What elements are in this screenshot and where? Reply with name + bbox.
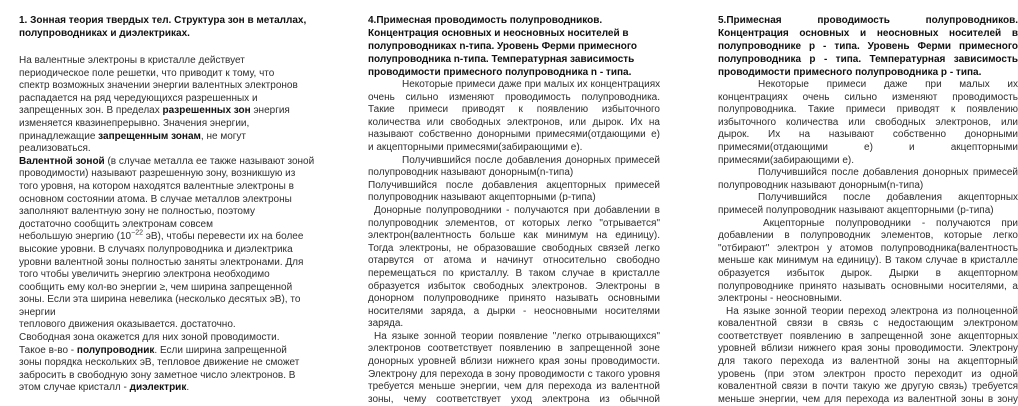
text-line: [718, 218, 1018, 231]
text-line: [368, 192, 660, 205]
text-line: [718, 331, 1018, 344]
text-segment: добавлении в полупроводник элементов, которые легко: [718, 230, 1018, 242]
text-segment: для такого перехода из валентной зоны на акцепторный: [718, 356, 1018, 368]
text-line: [19, 93, 349, 106]
text-segment: На валентные электроны в кристалле действует: [19, 55, 245, 66]
text-segment: теплового движения оказывается. достаточно.: [19, 319, 236, 331]
text-line: [718, 318, 1018, 331]
text-segment: электронов соответствует появлению в запрещенной зоне: [368, 343, 660, 355]
text-segment: уровни валентной зоны полностью заняты электронами. Для: [19, 256, 304, 268]
text-line: [718, 255, 1018, 268]
text-segment: реализоваться.: [19, 143, 91, 155]
text-segment: носителями заряда, а дырки - неосновными носителями: [368, 305, 660, 317]
text-segment: называют собственно донорными примесями(отдающими е): [368, 129, 660, 141]
text-segment: спектр возможных значении энергии валентных электронов: [19, 80, 298, 92]
text-segment: энергия: [250, 105, 290, 117]
text-segment: дырок. Их на называют собственно донорными: [718, 129, 1018, 141]
text-line: [718, 243, 1018, 256]
text-segment: электрон(валентность больше как минимум на единицу).: [368, 230, 660, 242]
text-segment: уровень (при этом электрон просто переходит из одной: [718, 368, 1018, 380]
text-segment: полупроводнике принято называть основными носителями, а: [718, 280, 1018, 292]
text-line: [19, 80, 349, 93]
text-segment: заряда.: [368, 318, 404, 330]
text-line: [718, 268, 1018, 281]
text-line: [368, 369, 660, 382]
text-segment: Электрону для перехода в зону проводимости с такого уровня: [368, 368, 660, 380]
text-line: [718, 293, 1018, 306]
text-line: [368, 218, 660, 231]
text-line: [368, 129, 660, 142]
text-line: [368, 79, 660, 92]
text-segment: образуется избыток свободных электронов. Электроны в: [368, 280, 660, 292]
text-line: [368, 27, 660, 40]
text-segment: Акцепторные полупроводники - получаются при: [763, 217, 1018, 229]
text-segment: энергии: [19, 306, 56, 318]
text-segment: проводимости) называют разрешенную зону, возникшую из: [19, 168, 296, 180]
text-line: [718, 27, 1018, 40]
section-5-heading: [718, 14, 1018, 79]
text-segment: "отбирают" электрон у атомов полупроводника(валентность: [718, 242, 1018, 254]
text-segment: уровней вблизи нижнего края зоны проводимости. Электрону: [718, 343, 1018, 355]
section-5-body: [718, 79, 1018, 406]
text-line: [368, 92, 660, 105]
text-line: [19, 257, 349, 270]
text-segment: избыточного количества или свободных электронов, или: [718, 116, 1018, 128]
superscript: −22: [131, 229, 143, 237]
text-line: [368, 281, 660, 294]
text-segment: основном состоянии атома. В случае металлов электроны: [19, 193, 292, 205]
text-line: [368, 142, 660, 155]
text-segment: примесями(отдающими е) и акцепторными: [718, 141, 1018, 153]
text-line: [718, 104, 1018, 117]
text-segment: ковалентной связи в связь с недостающим электроном: [718, 318, 1018, 330]
text-segment: примесями(забирающими е).: [718, 154, 855, 166]
text-segment: эВ), чтобы перевести их на более: [142, 231, 304, 243]
text-segment: образуется избыток дырок. Дырки в акцепторном: [718, 267, 1018, 279]
text-line: [19, 118, 349, 131]
text-line: [19, 282, 349, 295]
text-segment: Некоторые примеси даже при малых их концентрациях: [402, 79, 661, 90]
text-segment: ковалентной связи в почти такую же другую связь) требуется: [718, 381, 1018, 393]
text-line: [19, 244, 349, 257]
section-4-body: [368, 79, 660, 406]
text-line: [19, 14, 349, 27]
text-segment: того уровня, на котором находятся валентные электроны в: [19, 180, 294, 192]
text-segment: принадлежащие: [19, 130, 99, 142]
text-line: [19, 194, 349, 207]
text-line: [19, 27, 349, 40]
text-segment: Получившийся после добавления донорных примесей: [758, 167, 1018, 179]
text-line: [718, 53, 1018, 66]
text-line: [368, 343, 660, 356]
text-line: [718, 92, 1018, 105]
text-line: [19, 370, 349, 383]
text-line: [19, 143, 349, 156]
text-line: [19, 168, 349, 181]
text-line: [368, 167, 660, 180]
text-line: [368, 394, 660, 406]
text-segment: изменяется квазинепрерывно. Значения энергии,: [19, 117, 250, 129]
text-segment: примесей полупроводник называют акцепторными (р-типа): [718, 204, 994, 216]
text-line: [718, 369, 1018, 382]
bold-term: диэлектрик: [129, 382, 187, 394]
text-line: [19, 332, 349, 345]
text-line: [368, 293, 660, 306]
text-segment: небольшую энергию (10: [19, 231, 132, 243]
text-segment: сообщить ему кол-во энергии ≥, чем ширина запрещенной: [19, 281, 293, 293]
text-line: [368, 205, 660, 218]
text-segment: полупроводника р - типа. Температурная зависимость: [718, 54, 1018, 65]
text-line: [718, 79, 1018, 92]
text-line: [368, 243, 660, 256]
text-line: [718, 356, 1018, 369]
text-segment: полупроводника. Такие примеси приводят к появлению: [718, 104, 1018, 116]
text-line: [19, 345, 349, 358]
text-segment: (в случае металла ее также называют зоной: [104, 155, 315, 167]
text-segment: 1. Зонная теория твердых тел. Структура зон в металлах,: [19, 15, 307, 26]
text-segment: полупроводника n-типа. Температурная зависимость: [368, 54, 635, 65]
text-line: [368, 331, 660, 344]
text-line: [19, 269, 349, 282]
text-line: [368, 104, 660, 117]
text-line: [718, 205, 1018, 218]
text-segment: полупроводник называют донорным(n-типа): [368, 167, 574, 179]
text-segment: зоны. Если эта ширина невелика (несколько десятых эВ), то: [19, 294, 301, 306]
text-line: [368, 53, 660, 66]
text-segment: .: [186, 382, 190, 394]
text-segment: меньше энергии, чем для перехода из валентной зоны в зону: [718, 393, 1018, 405]
text-segment: полупроводниках n-типа. Уровень Ферми примесного: [368, 41, 637, 52]
text-segment: того чтобы увеличить энергию электрона необходимо: [19, 269, 270, 281]
text-segment: требуется меньше энергии, чем для перехода из валентной: [368, 381, 660, 393]
text-line: [19, 105, 349, 118]
text-line: [19, 181, 349, 194]
text-segment: зоны, чему соответствует уход электрона из обычной: [368, 393, 660, 405]
text-line: [368, 356, 660, 369]
text-line: [718, 180, 1018, 193]
text-segment: Тогда электроны, не образовашие свободных связей легко: [368, 242, 660, 254]
bold-term: Валентной зоной: [19, 155, 105, 167]
text-line: [19, 294, 349, 307]
bold-term: разрешенных зон: [162, 105, 251, 117]
text-line: [368, 117, 660, 130]
text-line: [368, 66, 660, 79]
text-line: [19, 319, 349, 332]
text-segment: Концентрация основных и неосновных носителей в: [368, 28, 629, 39]
text-line: [368, 230, 660, 243]
text-line: [718, 230, 1018, 243]
text-segment: 4.Примесная проводимость полупроводников.: [368, 15, 603, 26]
text-line: [718, 142, 1018, 155]
text-line: [368, 180, 660, 193]
text-line: [718, 281, 1018, 294]
text-segment: забросить в свободную зону заметное число электронов. В: [19, 369, 296, 381]
text-segment: Такие примеси приводят к появлению избыточного: [368, 104, 660, 116]
text-segment: донорных уровней вблизи нижнего края зоны проводимости.: [368, 356, 660, 368]
bold-term: полупроводник: [76, 344, 155, 356]
text-line: [718, 155, 1018, 168]
text-segment: количества или свободных электронов, или дырок. Их на: [368, 116, 660, 128]
section-1-heading: [19, 14, 349, 40]
text-line: [19, 68, 349, 81]
text-line: [718, 66, 1018, 79]
text-segment: Донорные полупроводники - получаются при добавлении в: [374, 204, 660, 216]
text-segment: Свободная зона окажется для них зоной проводимости.: [19, 332, 280, 344]
text-line: [19, 156, 349, 169]
text-line: [368, 306, 660, 319]
text-segment: распадается на ряд чередующихся разрешенных и: [19, 92, 258, 104]
text-segment: На языке зонной теории переход электрона из полноценной: [726, 305, 1018, 317]
text-line: [368, 268, 660, 281]
text-segment: очень сильно изменяют проводимость полупроводника.: [368, 91, 660, 103]
text-segment: соответствует появлению в запрещенной зоне акцепторных: [718, 330, 1018, 342]
text-line: [718, 306, 1018, 319]
section-4-heading: [368, 14, 660, 79]
text-segment: запрещенных зон. В пределах: [19, 105, 163, 117]
text-segment: полупроводнике р - типа. Уровень Ферми примесного: [718, 41, 1018, 52]
text-line: [718, 117, 1018, 130]
text-line: [19, 231, 349, 244]
text-segment: Концентрация основных и неосновных носителей в: [718, 28, 1018, 39]
text-line: [368, 255, 660, 268]
text-line: [368, 381, 660, 394]
bold-term: запрещенным зонам: [98, 130, 201, 142]
text-segment: проводимости примесного полупроводника р - типа.: [718, 67, 982, 78]
text-segment: заполняют валентную зону не полностью, поэтому: [19, 206, 255, 218]
text-line: [368, 40, 660, 53]
text-line: [368, 155, 660, 168]
text-segment: отарвутся от атома и начинут относительно свободно: [368, 255, 660, 267]
text-line: [718, 167, 1018, 180]
text-line: [718, 394, 1018, 406]
text-line: [718, 129, 1018, 142]
text-segment: Некоторые примеси даже при малых их: [758, 79, 1018, 90]
text-segment: Получившийся после добавления акцепторных: [758, 192, 1018, 204]
text-segment: высокие уровни. В случаях полупроводника и диэлектрика: [19, 243, 293, 255]
section-1-body: [19, 55, 349, 395]
text-segment: этом случае кристалл -: [19, 382, 130, 394]
text-segment: На языке зонной теории появление "легко отрывающихся": [374, 330, 660, 342]
text-segment: полупроводник называют донорным(n-типа): [718, 179, 924, 191]
text-segment: Получившийся после добавления акцепторных примесей: [368, 179, 660, 191]
text-segment: 5.Примесная проводимость полупроводников.: [718, 15, 1018, 26]
text-segment: полупроводник называют акцепторными (р-типа): [368, 192, 596, 204]
text-segment: Такое в-во -: [19, 344, 77, 356]
text-line: [368, 14, 660, 27]
text-line: [19, 206, 349, 219]
text-segment: концентрациях очень сильно изменяют проводимость: [718, 91, 1018, 103]
text-segment: полупроводниках и диэлектриках.: [19, 28, 190, 39]
text-segment: . Если ширина запрещенной: [154, 344, 287, 356]
text-line: [368, 318, 660, 331]
text-segment: и акцепторными примесями(забирающими е).: [368, 141, 583, 153]
text-line: [718, 343, 1018, 356]
text-segment: электроны - неосновными.: [718, 293, 843, 305]
text-line: [19, 219, 349, 232]
text-line: [19, 307, 349, 320]
text-segment: перемещаться по кристаллу. В таком случае в кристалле: [368, 267, 660, 279]
text-segment: , не могут: [200, 130, 246, 142]
text-line: [718, 14, 1018, 27]
text-segment: периодическое поле решетки, что приводит к тому, что: [19, 67, 275, 79]
text-segment: достаточно сообщить электронам совсем: [19, 218, 213, 230]
text-segment: проводимости примесного полупроводника n - типа.: [368, 67, 632, 78]
text-segment: донорном полупроводнике принято называть основными: [368, 293, 660, 305]
text-segment: полупроводник элементов, от которых легко "отрывается": [368, 217, 660, 229]
text-segment: Получившийся после добавления донорных примесей: [402, 154, 660, 166]
text-line: [19, 357, 349, 370]
text-line: [718, 381, 1018, 394]
text-line: [19, 382, 349, 395]
text-line: [718, 192, 1018, 205]
text-segment: меньше как минимум на единицу). В таком случае в кристалле: [718, 255, 1018, 267]
text-line: [19, 55, 349, 68]
text-line: [718, 40, 1018, 53]
text-line: [19, 131, 349, 144]
text-segment: зоны порядка нескольких эВ, тепловое движение не сможет: [19, 357, 300, 369]
